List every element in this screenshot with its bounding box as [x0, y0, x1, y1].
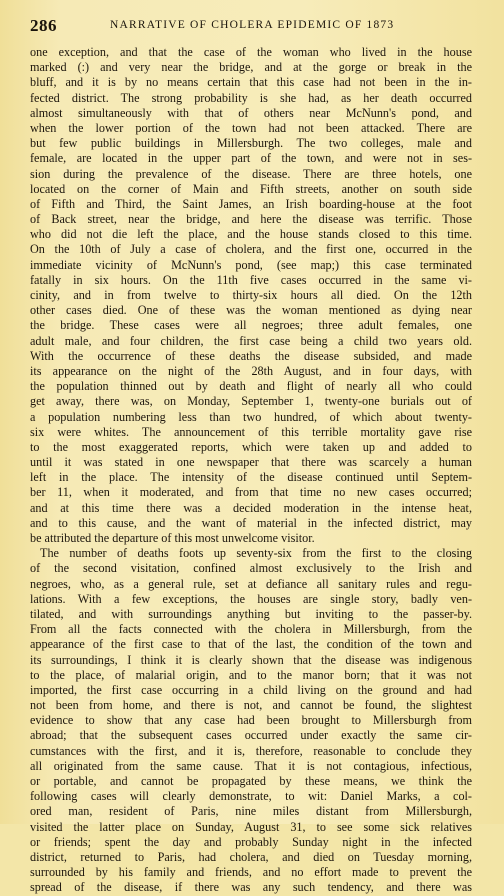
text-line: From all the facts connected with the cholera in Millersburgh, from the — [30, 622, 472, 637]
text-line: ored man, resident of Paris, nine miles distant from Millersburgh, — [30, 804, 472, 819]
text-line: lations. With a few exceptions, the houses are single story, badly ven- — [30, 591, 472, 606]
text-line: imported, the first case occurring in a child living on the ground and had — [30, 682, 472, 697]
text-line: bluff, and it is by no means certain that this case had not been in the in- — [30, 75, 472, 90]
text-line: of the second visitation, confined almost exclusively to the Irish and — [30, 561, 472, 576]
text-line: its surroundings, I think it is clearly shown that the disease was indigenous — [30, 652, 472, 667]
text-line: negroes, who, as a general rule, set at defiance all sanitary rules and regu- — [30, 576, 472, 591]
text-line: to the most exaggerated reports, which were taken up and added to — [30, 439, 472, 454]
text-line: six were whites. The announcement of this terrible mortality gave rise — [30, 424, 472, 439]
text-line: fatally in six hours. On the 11th five cases occurred in the same vi- — [30, 272, 472, 287]
text-line: fected district. The strong probability is she had, as her death occurred — [30, 90, 472, 105]
text-line: all originated from the same cause. That it is not contagious, infectious, — [30, 758, 472, 773]
page-header — [30, 16, 478, 38]
text-line: located on the corner of Main and Fifth streets, another on south side — [30, 181, 472, 196]
text-line: when the lower portion of the town had not been attacked. There are — [30, 120, 472, 135]
text-line: or friends; spent the day and probably Sunday night in the infected — [30, 834, 472, 849]
text-line: to the place, of malarial origin, and to the manor born; that it was not — [30, 667, 472, 682]
text-line: of Back street, near the bridge, and here the disease was terrific. Those — [30, 212, 472, 227]
page-number: 286 — [30, 16, 57, 35]
text-line: spread of the disease, if there was any such tendency, and there was — [30, 880, 472, 895]
body-text — [30, 45, 472, 896]
text-line: cinity, and in from twelve to thirty-six hours all died. On the 12th — [30, 288, 472, 302]
text-line: The number of deaths foots up seventy-six from the first to the closing — [40, 546, 472, 561]
text-line: and to this cause, and the want of material in the infected district, may — [30, 515, 472, 530]
text-line: following cases will clearly demonstrate, to wit: Daniel Marks, a col- — [30, 789, 472, 804]
text-line: appearance of the first case to that of the last, the condition of the town and — [30, 637, 472, 652]
text-line: ber 11, when it moderated, and from that time no new cases occurred; — [30, 485, 472, 500]
text-line: the bridge. These cases were all negroes; three adult females, one — [30, 318, 472, 333]
text-line: surrounded by his family and friends, and no effort made to prevent the — [30, 865, 472, 880]
text-line: almost simultaneously with that of others near McNunn's pond, and — [30, 105, 472, 120]
text-line: but few public buildings in Millersburgh. The two colleges, male and — [30, 136, 472, 151]
text-line: tilated, and with surroundings anything but inviting to the passer-by. — [30, 606, 472, 621]
text-line: With the occurrence of these deaths the disease subsided, and made — [30, 348, 472, 363]
text-line: abroad; that the subsequent cases occurred under exactly the same cir- — [30, 728, 472, 743]
text-line: adult male, and four children, the first case being a child two years old. — [30, 333, 472, 348]
text-line: one exception, and that the case of the woman who lived in the house — [30, 45, 472, 59]
text-line: left in the place. The intensity of the disease continued until Septem- — [30, 470, 472, 485]
running-head: NARRATIVE OF CHOLERA EPIDEMIC OF 1873 — [110, 19, 395, 31]
text-line: and at this time there was a decided moderation in the intense heat, — [30, 500, 472, 515]
text-line: get away, there was, on Monday, September 1, twenty-one burials out of — [30, 394, 472, 409]
text-line: not been from home, and there is not, and cannot be found, the slightest — [30, 698, 472, 713]
text-line: visited the latter place on Sunday, August 31, to see some sick relatives — [30, 819, 472, 834]
text-line: cumstances with the first, and it is, therefore, reasonable to conclude they — [30, 743, 472, 758]
text-line: of Fifth and Third, the Saint James, an Irish boarding-house at the foot — [30, 196, 472, 211]
text-line: its appearance on the night of the 28th August, and in four days, with — [30, 363, 472, 378]
text-line: be attributed the departure of this most unwelcome visitor. — [30, 531, 315, 545]
text-line: female, are located in the upper part of the town, and were not in ses- — [30, 151, 472, 166]
text-line: the population thinned out by death and flight of nearly all who could — [30, 379, 472, 394]
text-line: or portable, and cannot be propagated by these means, we think the — [30, 774, 472, 788]
text-line: On the 10th of July a case of cholera, and the first one, occurred in the — [30, 242, 472, 257]
text-line: district, returned to Paris, had cholera, and died on Tuesday morning, — [30, 849, 472, 864]
text-line: sion during the prevalence of the disease. There are three hotels, one — [30, 166, 472, 181]
text-line: who did not die left the place, and the house stands closed to this time. — [30, 227, 472, 242]
text-line: marked (:) and very near the bridge, and at the gorge or break in the — [30, 60, 472, 75]
text-line: immediate vicinity of McNunn's pond, (see map;) this case terminated — [30, 257, 472, 272]
text-line: until it was stated in one newspaper that there was scarcely a human — [30, 455, 472, 470]
text-line: evidence to show that any case had been brought to Millersburgh from — [30, 713, 472, 728]
text-line: a population numbering less than two hundred, of which about twenty- — [30, 409, 472, 424]
text-line: other cases died. One of these was the woman mentioned as dying near — [30, 303, 472, 318]
